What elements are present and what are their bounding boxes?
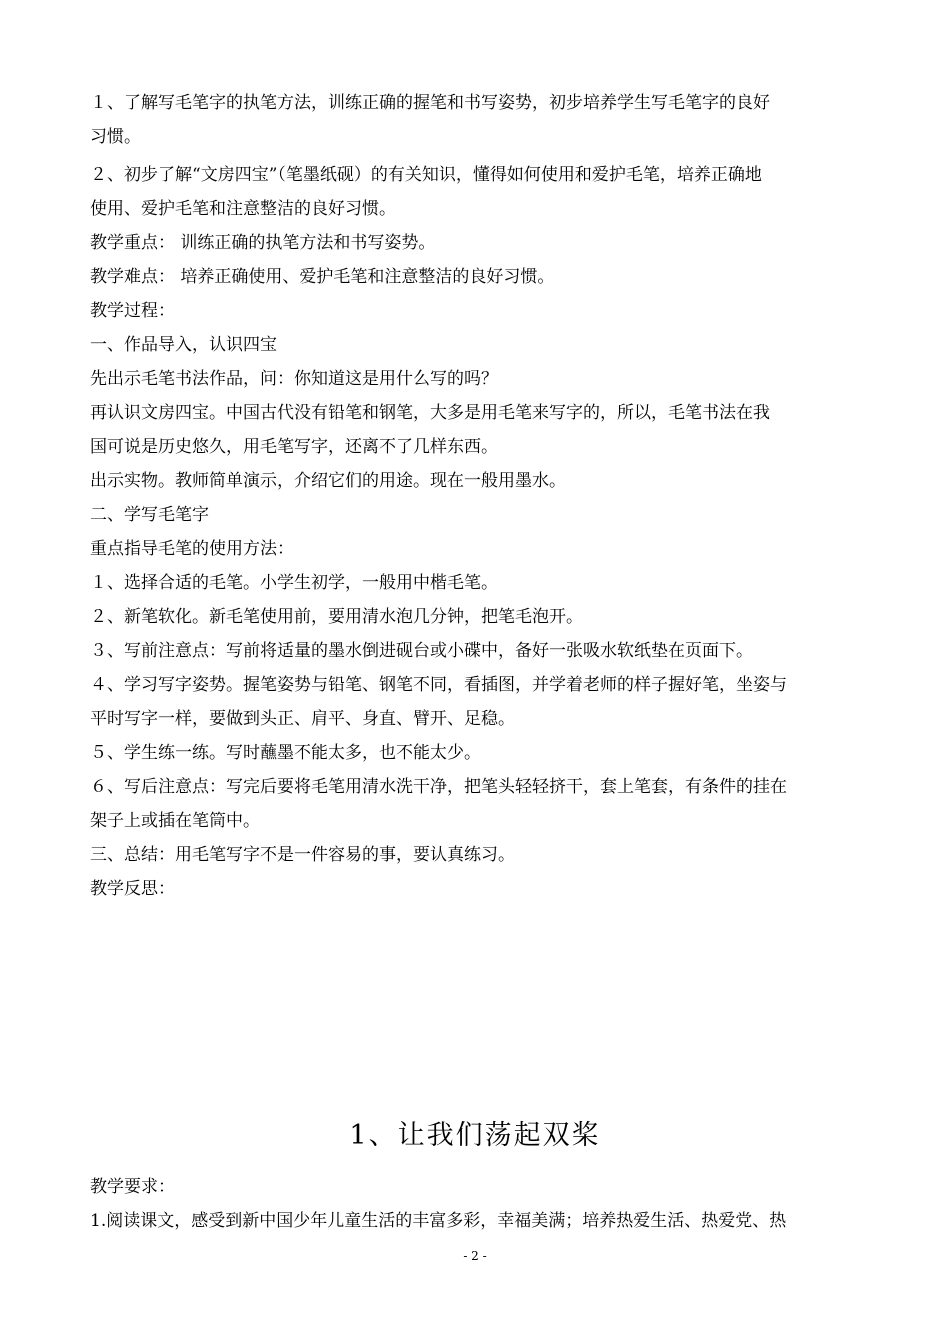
text-line: 习惯。 — [90, 127, 141, 147]
lesson-title: 1、让我们荡起双桨 — [349, 1120, 601, 1151]
text-line: ３、写前注意点：写前将适量的墨水倒进砚台或小碟中，备好一张吸水软纸垫在页面下。 — [90, 641, 753, 661]
text-line: 1.阅读课文，感受到新中国少年儿童生活的丰富多彩，幸福美满；培养热爱生活、热爱党、热 — [90, 1211, 787, 1231]
text-line: 架子上或插在笔筒中。 — [90, 811, 260, 831]
text-line: 重点指导毛笔的使用方法： — [90, 539, 294, 559]
text-line: ５、学生练一练。写时蘸墨不能太多，也不能太少。 — [90, 743, 481, 763]
text-line: ６、写后注意点：写完后要将毛笔用清水洗干净，把笔头轻轻挤干，套上笔套，有条件的挂在 — [90, 777, 787, 797]
text-line: ４、学习写字姿势。握笔姿势与铅笔、钢笔不同，看插图，并学着老师的样子握好笔，坐姿与 — [90, 675, 787, 695]
text-line: ２、新笔软化。新毛笔使用前，要用清水泡几分钟，把笔毛泡开。 — [90, 607, 583, 627]
text-line: ２、初步了解“文房四宝”（笔墨纸砚）的有关知识，懂得如何使用和爱护毛笔，培养正确地 — [90, 165, 762, 185]
section-heading: 一、作品导入，认识四宝 — [90, 335, 277, 355]
text-line: 教学重点： 训练正确的执笔方法和书写姿势。 — [90, 233, 436, 253]
text-line: 先出示毛笔书法作品，问：你知道这是用什么写的吗？ — [90, 369, 498, 389]
text-line: 再认识文房四宝。中国古代没有铅笔和钢笔，大多是用毛笔来写字的，所以，毛笔书法在我 — [90, 403, 770, 423]
requirements-label: 教学要求： — [90, 1177, 175, 1197]
text-line: 教学过程： — [90, 301, 175, 321]
text-line: １、了解写毛笔字的执笔方法，训练正确的握笔和书写姿势，初步培养学生写毛笔字的良好 — [90, 93, 770, 113]
section-heading: 二、学写毛笔字 — [90, 505, 209, 525]
text-line: １、选择合适的毛笔。小学生初学，一般用中楷毛笔。 — [90, 573, 498, 593]
page-number: - 2 - — [463, 1249, 487, 1263]
text-line: 出示实物。教师简单演示，介绍它们的用途。现在一般用墨水。 — [90, 471, 566, 491]
text-line: 教学难点： 培养正确使用、爱护毛笔和注意整洁的良好习惯。 — [90, 267, 555, 287]
section-heading: 三、总结：用毛笔写字不是一件容易的事，要认真练习。 — [90, 845, 515, 865]
text-line: 教学反思： — [90, 879, 175, 899]
text-line: 使用、爱护毛笔和注意整洁的良好习惯。 — [90, 199, 396, 219]
lesson-body — [90, 1176, 850, 1232]
text-line: 平时写字一样，要做到头正、肩平、身直、臂开、足稳。 — [90, 709, 515, 729]
text-line: 国可说是历史悠久，用毛笔写字，还离不了几样东西。 — [90, 437, 498, 457]
document-body — [90, 92, 850, 900]
